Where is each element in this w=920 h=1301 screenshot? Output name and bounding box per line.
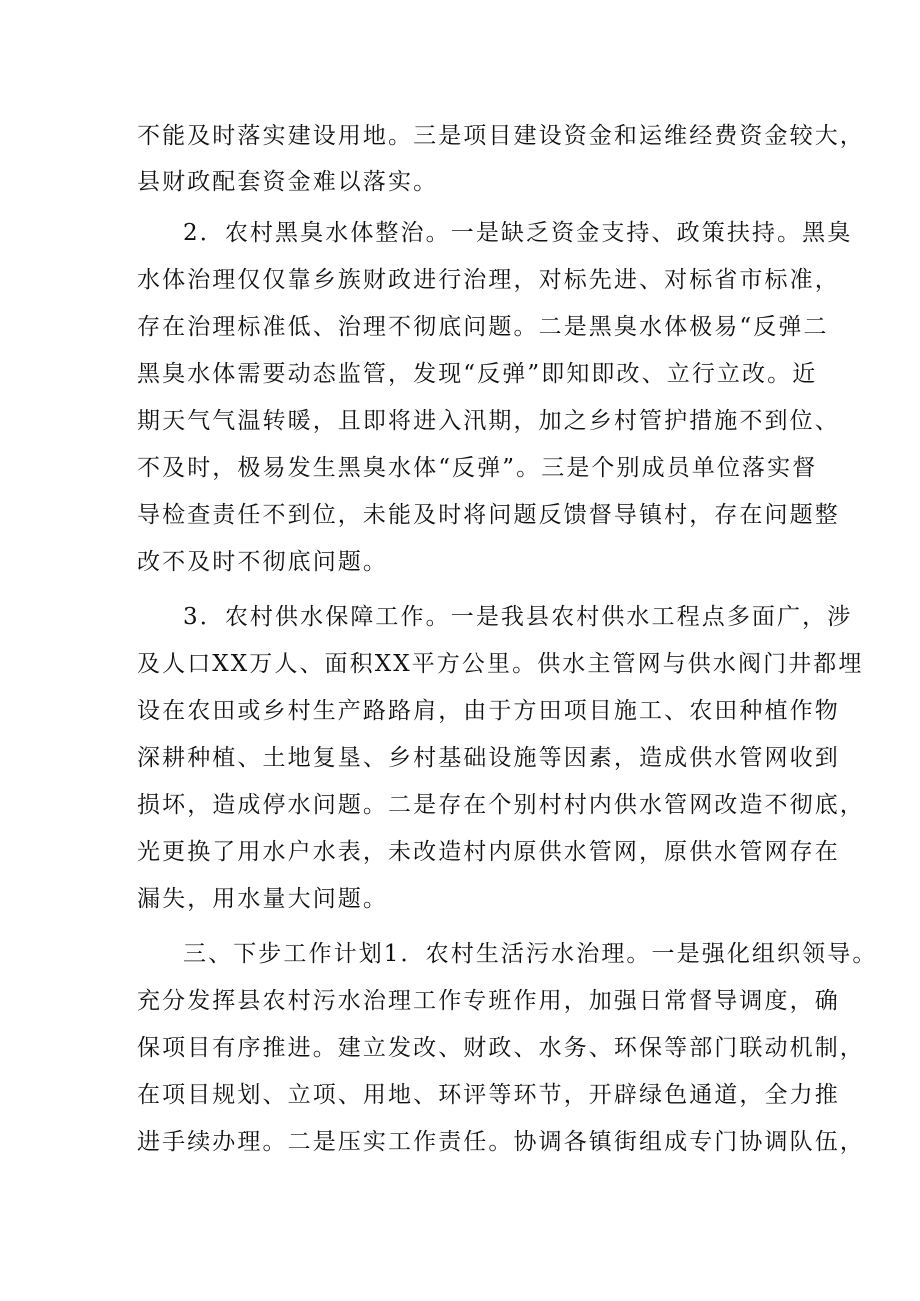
- text-line: 及人口XX万人、面积XX平方公里。供水主管网与供水阀门井都埋: [137, 651, 864, 677]
- text-line: 水体治理仅仅靠乡族财政进行治理，对标先进、对标省市标准，: [137, 267, 840, 293]
- text-line: 改不及时不彻底问题。: [137, 549, 388, 575]
- text-line: 期天气气温转暖，且即将进入汛期，加之乡村管护措施不到位、: [137, 408, 840, 434]
- text-line: 深耕种植、土地复垦、乡村基础设施等因素，造成供水管网收到: [137, 745, 840, 771]
- text-line: 黑臭水体需要动态监管，发现“反弹”即知即改、立行立改。近: [137, 361, 818, 387]
- text-line: 光更换了用水户水表，未改造村内原供水管网，原供水管网存在: [137, 839, 840, 865]
- paragraph-start-line: 3．农村供水保障工作。一是我县农村供水工程点多面广，涉: [183, 604, 853, 630]
- text-line: 县财政配套资金难以落实。: [137, 169, 439, 195]
- text-line: 进手续办理。二是压实工作责任。协调各镇街组成专门协调队伍，: [137, 1129, 865, 1155]
- paragraph-start-line: 三、下步工作计划1．农村生活污水治理。一是强化组织领导。: [183, 941, 878, 967]
- text-line: 导检查责任不到位，未能及时将问题反馈督导镇村，存在问题整: [137, 502, 840, 528]
- text-line: 漏失，用水量大问题。: [137, 886, 388, 912]
- paragraph-start-line: 2．农村黑臭水体整治。一是缺乏资金支持、政策扶持。黑臭: [183, 220, 853, 246]
- text-line: 不能及时落实建设用地。三是项目建设资金和运维经费资金较大，: [137, 123, 865, 149]
- text-line: 设在农田或乡村生产路路肩，由于方田项目施工、农田种植作物: [137, 698, 840, 724]
- text-line: 保项目有序推进。建立发改、财政、水务、环保等部门联动机制，: [137, 1035, 865, 1061]
- text-line: 不及时，极易发生黑臭水体“反弹”。三是个别成员单位落实督: [137, 455, 818, 481]
- text-line: 充分发挥县农村污水治理工作专班作用，加强日常督导调度，确: [137, 988, 840, 1014]
- text-line: 损坏，造成停水问题。二是存在个别村村内供水管网改造不彻底，: [137, 792, 865, 818]
- text-line: 在项目规划、立项、用地、环评等环节，开辟绿色通道，全力推: [137, 1082, 840, 1108]
- text-line: 存在治理标准低、治理不彻底问题。二是黑臭水体极易“反弹二: [137, 314, 829, 340]
